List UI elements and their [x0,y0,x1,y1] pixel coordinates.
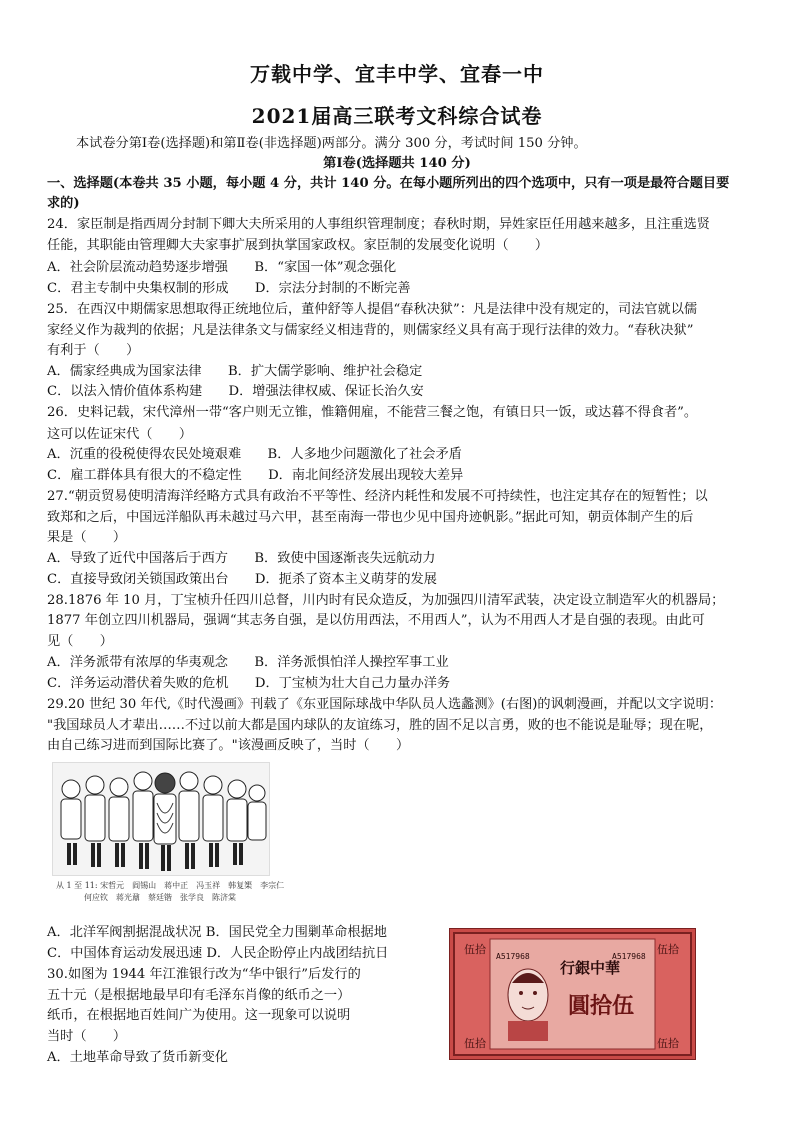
banknote-bank-name: 行銀中華 [560,959,621,977]
section-title: 第Ⅰ卷(选择题共 140 分) [323,156,471,171]
question-30-stem: 五十元（是根据地最早印有毛泽东肖像的纸币之一） [47,988,351,1003]
question-27-options: A．导致了近代中国落后于西方 B．致使中国逐渐丧失远航动力 [47,551,436,566]
instruction-line: 一、选择题(本卷共 35 小题，每小题 4 分，共计 140 分。在每小题所列出的四个选项中，只有一项是最符合题目要 [47,176,730,191]
question-29-stem: "我国球员人才辈出……不过以前大都是国内球队的友谊练习，胜的固不足以言勇，败的也不能说是耻辱；现在呢， [47,718,713,733]
banknote-illustration [450,929,695,1059]
question-30-stem: 纸币，在根据地百姓间广为使用。这一现象可以说明 [47,1008,351,1023]
banknote-denomination: 圓拾伍 [568,993,635,1019]
question-26-options: C．雇工群体具有很大的不稳定性 D．南北间经济发展出现较大差异 [47,468,464,483]
question-25-options: A．儒家经典成为国家法律 B．扩大儒学影响、维护社会稳定 [47,364,423,379]
question-24-stem: 24．家臣制是指西周分封制下卿大夫所采用的人事组织管理制度；春秋时期，异姓家臣任用越来越多，且注重选贤 [47,217,710,232]
question-30-stem: 30.如图为 1944 年江淮银行改为“华中银行”后发行的 [47,967,361,982]
question-25-options: C．以法入情价值体系构建 D．增强法律权威、保证长治久安 [47,384,424,399]
question-26-stem: 这可以佐证宋代（ ） [47,427,193,442]
caption-line: 从 1 至 11: 宋哲元 阎锡山 蒋中正 冯玉祥 韩复榘 李宗仁 [56,881,285,890]
question-28-options: A．洋务派带有浓厚的华夷观念 B．洋务派惧怕洋人操控军事工业 [47,655,449,670]
question-24-options: C．君主专制中央集权制的形成 D．宗法分封制的不断完善 [47,281,411,296]
banknote-corner-text: 伍拾 [464,943,486,956]
question-28-stem: 28.1876 年 10 月，丁宝桢升任四川总督，川内时有民众造反，为加强四川清军武装，决定设立制造军火的机器局； [47,593,725,608]
question-29-options: A．北洋军阀割据混战状况 B．国民党全力围剿革命根据地 [47,925,387,940]
cartoon-caption [56,880,286,904]
question-25-stem: 家经义作为裁判的依据；凡是法律条文与儒家经义相违背的，则儒家经义具有高于现行法律的效力。“春秋决狱” [47,323,694,338]
instruction-line: 求的) [47,196,80,211]
question-30-options: A．土地革命导致了货币新变化 [47,1050,228,1065]
caption-line: 何应钦 蒋光鼐 蔡廷锴 张学良 陈济棠 [84,893,236,902]
question-25-stem: 有利于（ ） [47,343,140,358]
question-24-options: A．社会阶层流动趋势逐步增强 B．“家国一体”观念强化 [47,260,397,275]
banknote-corner-text: 伍拾 [657,1037,679,1050]
question-28-options: C．洋务运动潜伏着失败的危机 D．丁宝桢为壮大自己力量办洋务 [47,676,451,691]
question-29-options: C．中国体育运动发展迅速 D．人民企盼停止内战团结抗日 [47,946,389,961]
question-27-stem: 致郑和之后，中国远洋船队再未越过马六甲，甚至南海一带也少见中国舟迹帆影。”据此可知，朝贡体制产生的后 [47,510,694,525]
banknote-corner-text: 伍拾 [464,1037,486,1050]
question-29-stem: 29.20 世纪 30 年代,《时代漫画》刊载了《东亚国际球战中华队员人选蠡测》(右图)的讽刺漫画，并配以文字说明： [47,697,723,712]
cartoon-figures-illustration [53,763,269,875]
question-24-stem: 任能，其职能由管理卿大夫家事扩展到执掌国家政权。家臣制的发展变化说明（ ） [47,238,549,253]
exam-title: 2021届高三联考文科综合试卷 [251,104,543,128]
question-29-stem: 由自己练习进而到国际比赛了。"该漫画反映了，当时（ ） [47,738,410,753]
question-27-stem: 果是（ ） [47,530,127,545]
question-26-stem: 26．史料记载，宋代漳州一带“客户则无立锥，惟籍佣雇，不能营三餐之饱，有镇日只一饭，或达暮不得食者”。 [47,405,698,420]
exam-intro: 本试卷分第Ⅰ卷(选择题)和第Ⅱ卷(非选择题)两部分。满分 300 分，考试时间 150 分钟。 [76,136,587,151]
question-27-stem: 27.“朝贡贸易使明清海洋经略方式具有政治不平等性、经济内耗性和发展不可持续性，也注定其存在的短暂性；以 [47,489,708,504]
banknote-serial: A517968 [496,952,530,961]
question-25-stem: 25．在西汉中期儒家思想取得正统地位后，董仲舒等人提倡“春秋决狱”：凡是法律中没有规定的，司法官就以儒 [47,302,698,317]
question-28-stem: 1877 年创立四川机器局，强调“其志务自强，是以仿用西法，不用西人”，认为不用西人才是自强的表现。由此可 [47,613,705,628]
question-30-stem: 当时（ ） [47,1029,127,1044]
question-28-stem: 见（ ） [47,634,113,649]
question-26-options: A．沉重的役税使得农民处境艰难 B．人多地少问题激化了社会矛盾 [47,447,462,462]
cartoon-image [52,762,270,876]
question-27-options: C．直接导致闭关锁国政策出台 D．扼杀了资本主义萌芽的发展 [47,572,437,587]
school-names-heading: 万载中学、宜丰中学、宜春一中 [250,62,544,86]
banknote-serial: A517968 [612,952,646,961]
banknote-image [449,928,696,1060]
banknote-corner-text: 伍拾 [657,943,679,956]
